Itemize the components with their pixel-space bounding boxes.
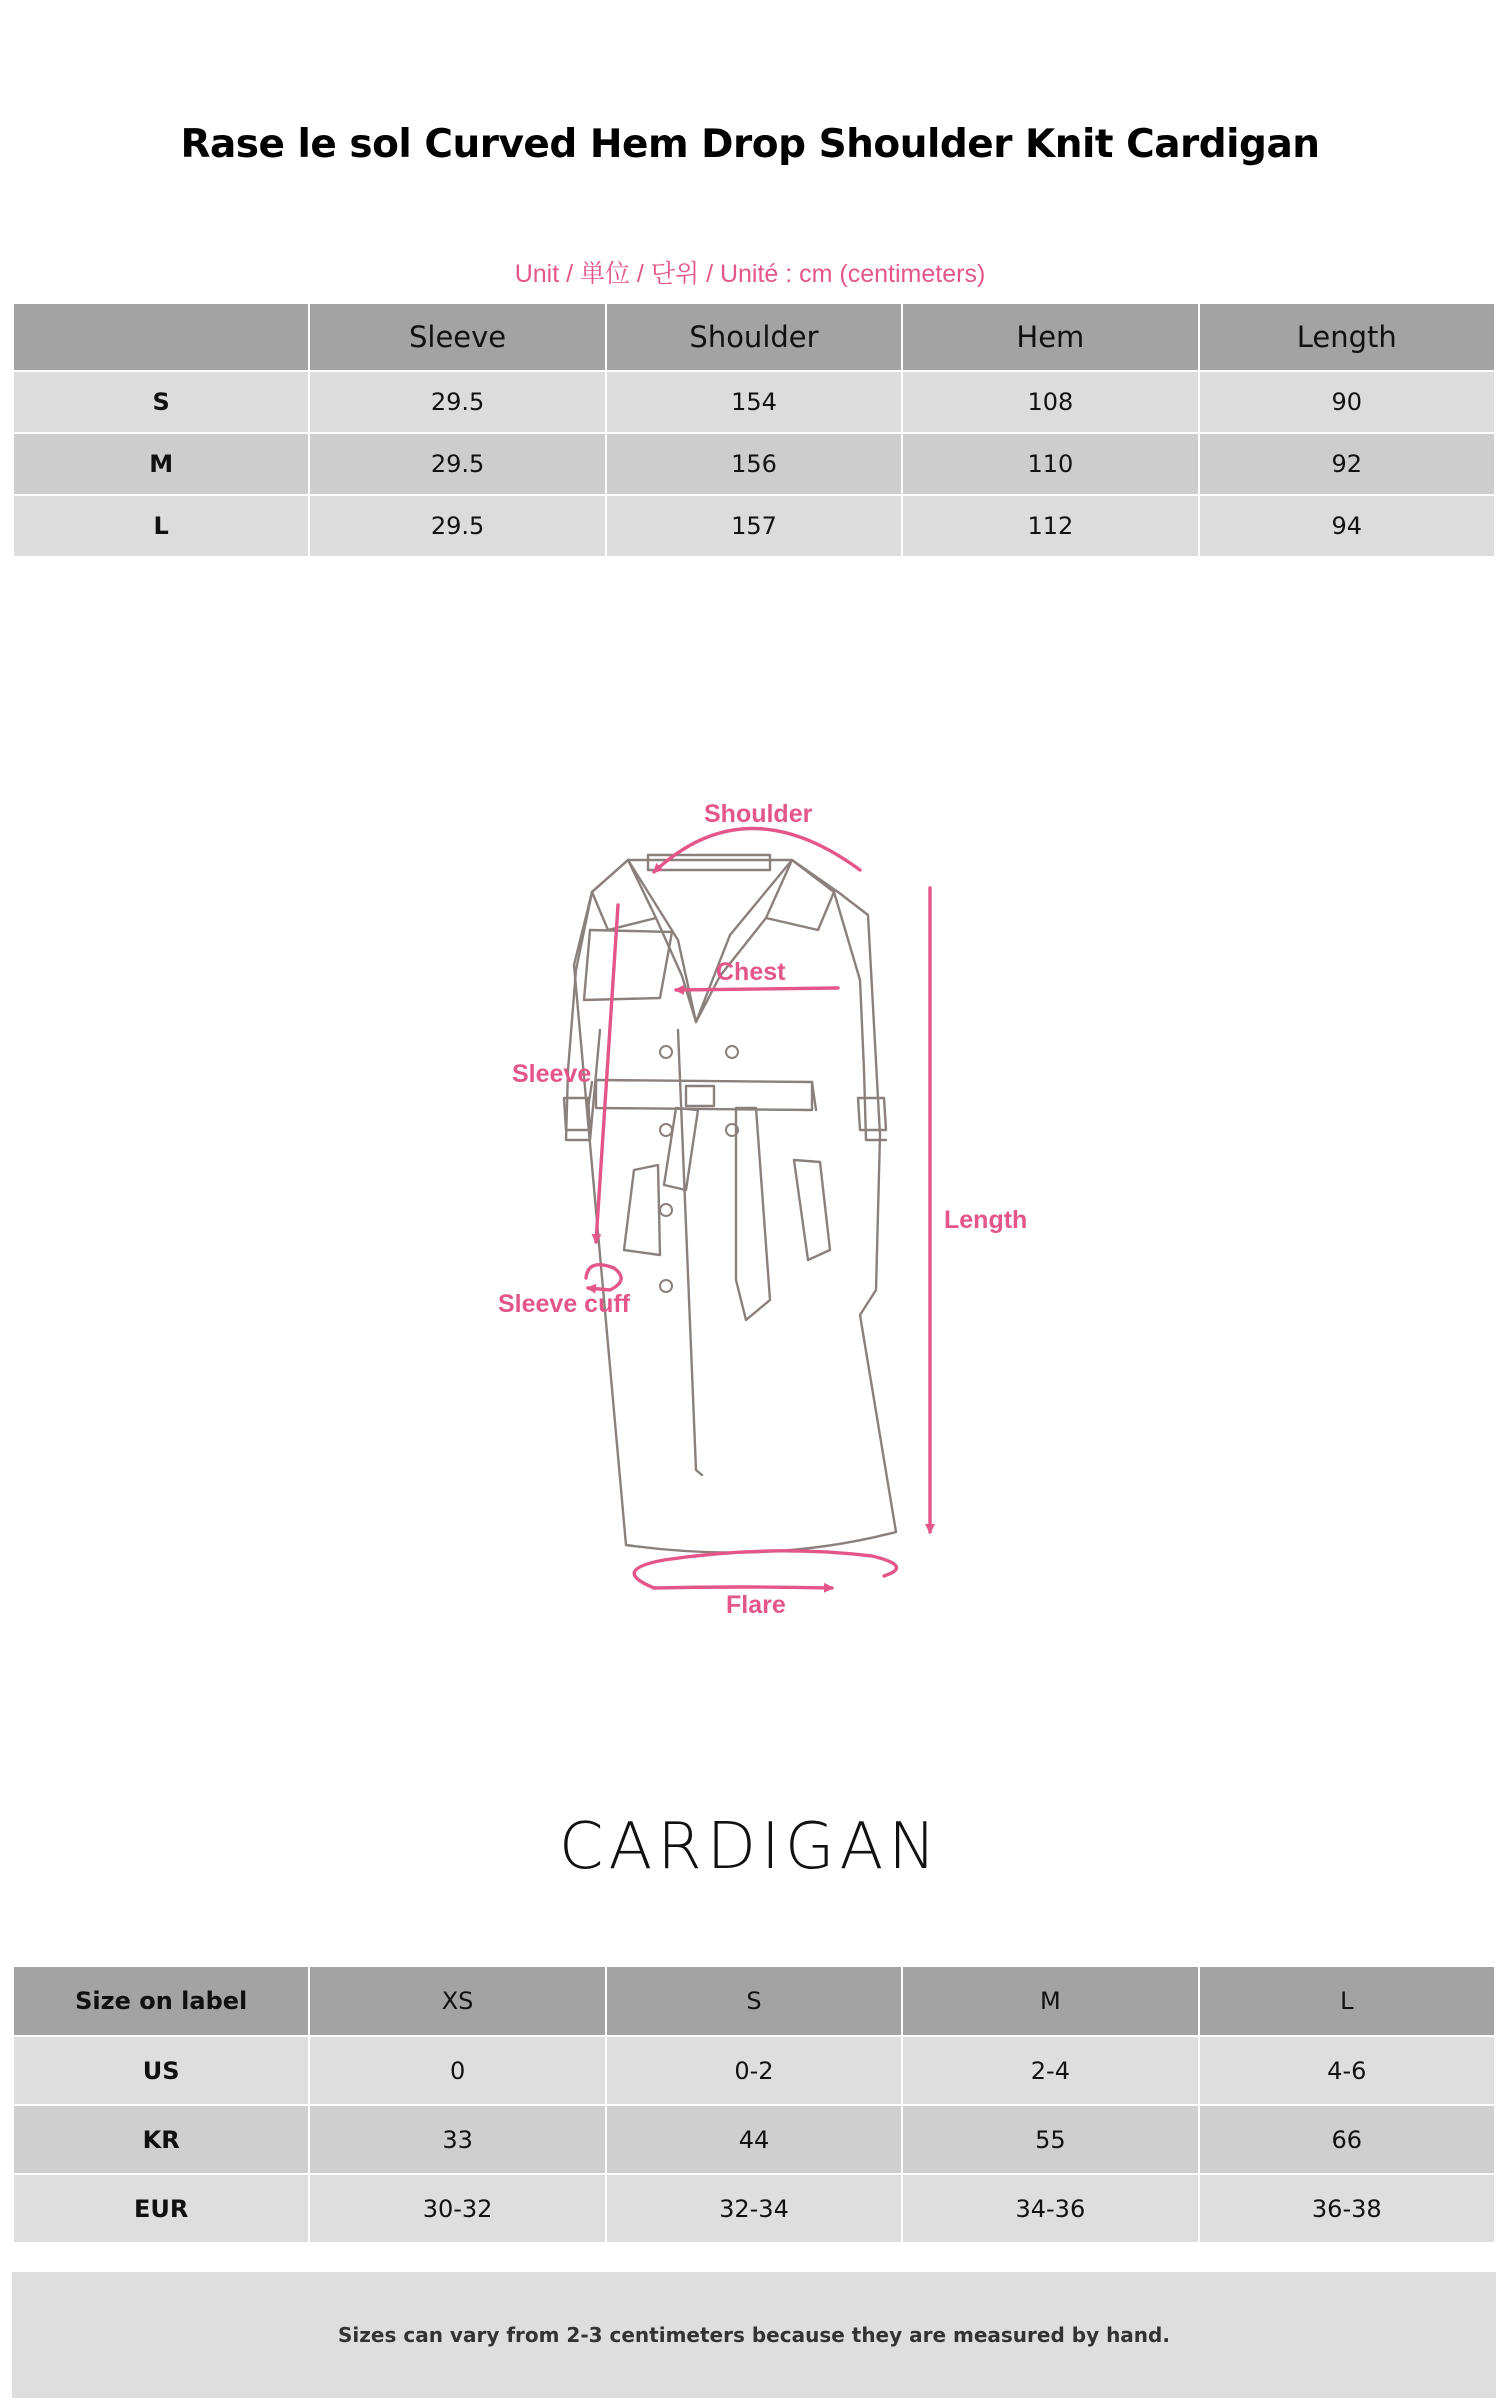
table-header-row — [13, 303, 1495, 371]
table-cell: 55 — [902, 2105, 1198, 2174]
chest-label: Chest — [716, 958, 786, 986]
region-label: KR — [13, 2105, 309, 2174]
table-cell: 110 — [902, 433, 1198, 495]
region-label: EUR — [13, 2174, 309, 2243]
header-s: S — [606, 1966, 902, 2036]
size-conversion-table — [12, 1965, 1496, 2244]
button-icon — [660, 1204, 672, 1216]
table-row — [13, 495, 1495, 557]
table-cell: 0 — [309, 2036, 605, 2105]
unit-note: Unit / 単位 / 단위 / Unité : cm (centimeters) — [514, 260, 986, 288]
sleeve-label: Sleeve — [512, 1060, 592, 1088]
shoulder-arrow — [654, 828, 860, 872]
product-title: Rase le sol Curved Hem Drop Shoulder Knit Cardigan — [180, 122, 1320, 167]
table-cell: 94 — [1199, 495, 1495, 557]
table-row — [13, 2036, 1495, 2105]
table-cell: 44 — [606, 2105, 902, 2174]
sleeve-arrow — [596, 905, 618, 1242]
flare-label: Flare — [726, 1591, 786, 1619]
region-label: US — [13, 2036, 309, 2105]
size-label: L — [13, 495, 309, 557]
chest-arrow — [676, 988, 838, 990]
table-cell: 2-4 — [902, 2036, 1198, 2105]
table-cell: 29.5 — [309, 495, 605, 557]
header-xs: XS — [309, 1966, 605, 2036]
footer-note: Sizes can vary from 2-3 centimeters because they are measured by hand. — [12, 2272, 1496, 2398]
table-row — [13, 2105, 1495, 2174]
table-cell: 154 — [606, 371, 902, 433]
button-icon — [660, 1124, 672, 1136]
shoulder-label: Shoulder — [704, 800, 813, 828]
table-cell: 34-36 — [902, 2174, 1198, 2243]
length-label: Length — [944, 1206, 1028, 1234]
header-m: M — [902, 1966, 1198, 2036]
table-cell: 112 — [902, 495, 1198, 557]
header-length: Length — [1199, 303, 1495, 371]
table-cell: 157 — [606, 495, 902, 557]
table-cell: 33 — [309, 2105, 605, 2174]
table-cell: 156 — [606, 433, 902, 495]
table-cell: 66 — [1199, 2105, 1495, 2174]
section-heading-cardigan: CARDIGAN — [558, 1810, 942, 1884]
table-cell: 36-38 — [1199, 2174, 1495, 2243]
sleeve-cuff-label: Sleeve cuff — [498, 1290, 631, 1318]
table-cell: 32-34 — [606, 2174, 902, 2243]
table-row — [13, 371, 1495, 433]
header-sleeve: Sleeve — [309, 303, 605, 371]
table-row — [13, 2174, 1495, 2243]
table-header-row — [13, 1966, 1495, 2036]
table-cell: 90 — [1199, 371, 1495, 433]
size-label: M — [13, 433, 309, 495]
table-cell: 0-2 — [606, 2036, 902, 2105]
table-cell: 4-6 — [1199, 2036, 1495, 2105]
button-icon — [726, 1046, 738, 1058]
header-hem: Hem — [902, 303, 1198, 371]
header-size-on-label: Size on label — [13, 1966, 309, 2036]
table-cell: 92 — [1199, 433, 1495, 495]
coat-buttons — [660, 1046, 738, 1292]
table-row — [13, 433, 1495, 495]
header-empty-cell — [13, 303, 309, 371]
size-measurement-table — [12, 302, 1496, 558]
header-l: L — [1199, 1966, 1495, 2036]
garment-measurement-diagram — [440, 780, 1060, 1630]
size-label: S — [13, 371, 309, 433]
table-cell: 108 — [902, 371, 1198, 433]
flare-arrow — [634, 1551, 896, 1588]
header-shoulder: Shoulder — [606, 303, 902, 371]
button-icon — [660, 1046, 672, 1058]
table-cell: 29.5 — [309, 433, 605, 495]
table-cell: 29.5 — [309, 371, 605, 433]
button-icon — [660, 1280, 672, 1292]
table-cell: 30-32 — [309, 2174, 605, 2243]
